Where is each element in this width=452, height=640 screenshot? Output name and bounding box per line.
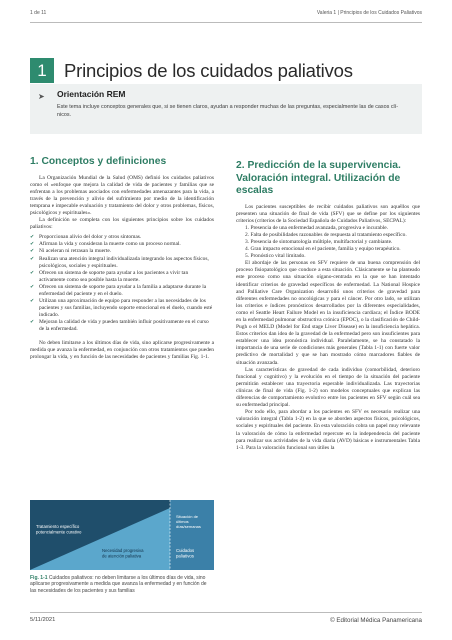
curative-label-line1: Tratamiento específico (36, 524, 80, 529)
running-title: Valeria 1 | Principios de los Cuidados Paliativos (316, 10, 422, 16)
criterion: 1. Presencia de una enfermedad avanzada, progresiva e incurable. (245, 224, 388, 231)
check-icon: ✔ (30, 234, 35, 241)
orientation-body: Este tema incluye conceptos generales que, si se tienen claros, ayudan a responder muchas de las preguntas, especialmente las de casos clí-nicos. (57, 104, 399, 119)
list-item: ✔ Mejoran la calidad de vida y pueden también influir positivamente en el curso de la enfermedad. (30, 319, 209, 333)
curative-label-line2: potencialmente curativo (36, 529, 82, 535)
paragraph: La Organización Mundial de la Salud (OMS) definió los cuidados paliativos como el «enfoque que mejora la calidad de vida de pacientes y familias que se enfrentan a los problemas asociados con enfermedades amenazantes para la vida, a través de la prevención y alivio del sufrimiento por medio de la identificación temprana e impecable evaluación y tratamiento del dolor y otros problemas, físicos, psicológicos y espirituales». (30, 174, 214, 216)
last-days-line1: Situación de (176, 514, 199, 519)
figure-1-1 (30, 500, 214, 570)
arrow-icon: ➤ (38, 92, 45, 101)
check-icon: ✔ (30, 255, 35, 262)
section-heading-2: 2. Predicción de la supervivencia. Valoración integral. Utilización de escalas (236, 160, 401, 196)
list-item: ✔ Ofrecen un sistema de soporte para ayudar a los pacientes a vivir tan activamente como sea posible hasta la muerte. (30, 269, 189, 283)
criterion: 3. Presencia de sintomatología múltiple, multifactorial y cambiante. (245, 238, 393, 245)
footer-rule (30, 612, 422, 613)
right-column (236, 160, 420, 452)
palliative-need-line2: de atención paliativa (102, 553, 142, 559)
palliative-care-line2: paliativos (176, 553, 194, 559)
palliative-care-line1: Cuidados (176, 548, 195, 553)
check-icon: ✔ (30, 319, 35, 326)
page-footer (30, 617, 422, 629)
check-icon: ✔ (30, 298, 35, 305)
figure-caption (30, 575, 214, 594)
footer-publisher: © Editorial Médica Panamericana (330, 617, 422, 624)
paragraph: Las características de gravedad de cada individuo (comorbilidad, deterioro funcional y cognitivo) y la evolución en el tiempo de la situación del paciente permitirán establecer una trayectoria esperable individualizada. Las trayectorias clínicas de final de vida (Fig. 1-2) son modelos conceptuales que explican las diferencias de comportamiento evolutivo entre los pacientes en SFV según cuál sea su enfermedad principal. (236, 366, 420, 409)
check-icon: ✔ (30, 241, 35, 248)
criterion: 4. Gran impacto emocional en el paciente, familia y equipo terapéutico. (245, 246, 401, 253)
paragraph: La definición se completa con los siguientes principios sobre los cuidados paliativos: (30, 217, 214, 231)
last-days-line3: días/semanas (176, 524, 201, 529)
list-item: ✔ Ni aceleran ni retrasan la muerte. (30, 248, 112, 255)
chapter-title-text: Principios de los cuidados paliativos (64, 60, 353, 81)
check-icon: ✔ (30, 283, 35, 290)
list-item: ✔ Proporcionan alivio del dolor y otros síntomas. (30, 234, 142, 241)
list-item: ✔ Utilizan una aproximación de equipo para responder a las necesidades de los pacientes y sus familias, incluyendo soporte emocional en el duelo, cuando esté indicado. (30, 298, 213, 319)
paragraph: Los pacientes susceptibles de recibir cuidados paliativos son aquéllos que presenten una situación de final de vida (SFV) que se define por los siguientes criterios (criterios de la Sociedad Española de Cuidados Paliativos, SECPAL): (236, 203, 420, 224)
orientation-heading: Orientación REM (57, 89, 126, 99)
page-header (30, 10, 422, 22)
check-icon: ✔ (30, 269, 35, 276)
left-column (30, 156, 214, 361)
list-item: ✔ Realizan una atención integral individualizada integrando los aspectos físicos, psicológicos, sociales y espirituales. (30, 255, 209, 269)
paragraph: Por todo ello, para abordar a los pacientes en SFV es necesario realizar una valoración integral (Tabla 1-2) en la que se aborden aspectos físicos, psicológicos, sociales y espirituales del paciente. En esta valoración cobra un papel muy relevante la valoración de cómo la enfermedad repercute en la independencia del paciente para realizar sus actividades de la vida diaria (AVD) básicas e instrumentales Tabla 1-3. Para la valoración funcional son útiles la (236, 409, 420, 451)
caption-text: Cuidados paliativos: no deben limitarse a los últimos días de vida, sino aplicarse progresivamente a medida que avanza la enfermedad y en función de las necesidades de los pacientes y sus familias (30, 575, 207, 594)
chapter-number: 1 (30, 58, 54, 83)
criterion: 5. Pronóstico vital limitado. (245, 253, 306, 260)
paragraph: El abordaje de las personas en SFV requiere de una buena comprensión del proceso fisiopatológico que conduce a esta situación. Clásicamente se ha planteado este proceso como una situación oígano-centrada en la que se han intentado identificar criterios de gravedad específicos de enfermedad. La National Hospice and Palliative Care Organization desarrolló unos criterios de gravedad para diferentes enfermedades no oncológicas y para el cáncer. Por otro lado, se utilizan los criterios e índices pronósticos desarrollados por la diferentes especialidades, como el Seattle Heart Failure Model en la insuficiencia cardíaca; el Índice BODE en la enfermedad pulmonar obstructiva crónica (EPOC), o la clasificación de Child-Pugh o el MELD (Model for End stage Liver Disease) en la insuficiencia hepática. Estos criterios dan idea de la gravedad de la enfermedad pero son insuficientes para establecer una idea pronóstica individual. Paralelamente, se ha constatado la importancia de una serie de condiciones más generales (Tabla 1-1) con fuerte valor predictivo de mortalidad y que se han mostrado cómo marcadores fiables de situación avanzada. (236, 260, 420, 366)
paragraph: No deben limitarse a los últimos días de vida, sino aplicarse progresivamente a medida que avanza la enfermedad, en conjunción con otros tratamientos que pueden prolongar la vida, y en función de las necesidades de pacientes y familias Fig. 1-1. (30, 339, 214, 360)
palliative-need-line1: Necesidad progresiva (102, 548, 144, 553)
page-counter: 1 de 11 (30, 10, 47, 16)
figure-ref: Fig. 1-1 (30, 575, 48, 581)
principles-list (30, 234, 214, 333)
footer-date: 5/11/2021 (30, 617, 56, 623)
orientation-box (30, 84, 422, 134)
palliative-care-diagram (30, 500, 214, 570)
list-item: ✔ Ofrecen un sistema de soporte para ayudar a la familia a adaptarse durante la enfermedad del paciente y en el duelo. (30, 283, 207, 297)
last-days-line2: últimos (176, 519, 189, 524)
criterion: 2. Falta de posibilidades razonables de respuesta al tratamiento específico. (245, 231, 407, 238)
chapter-title (30, 58, 422, 83)
header-rule (30, 22, 422, 23)
section-heading-1: 1. Conceptos y definiciones (30, 156, 167, 167)
check-icon: ✔ (30, 248, 35, 255)
list-item: ✔ Afirman la vida y consideran la muerte como un proceso normal. (30, 241, 181, 248)
palliative-care-area (170, 500, 214, 570)
